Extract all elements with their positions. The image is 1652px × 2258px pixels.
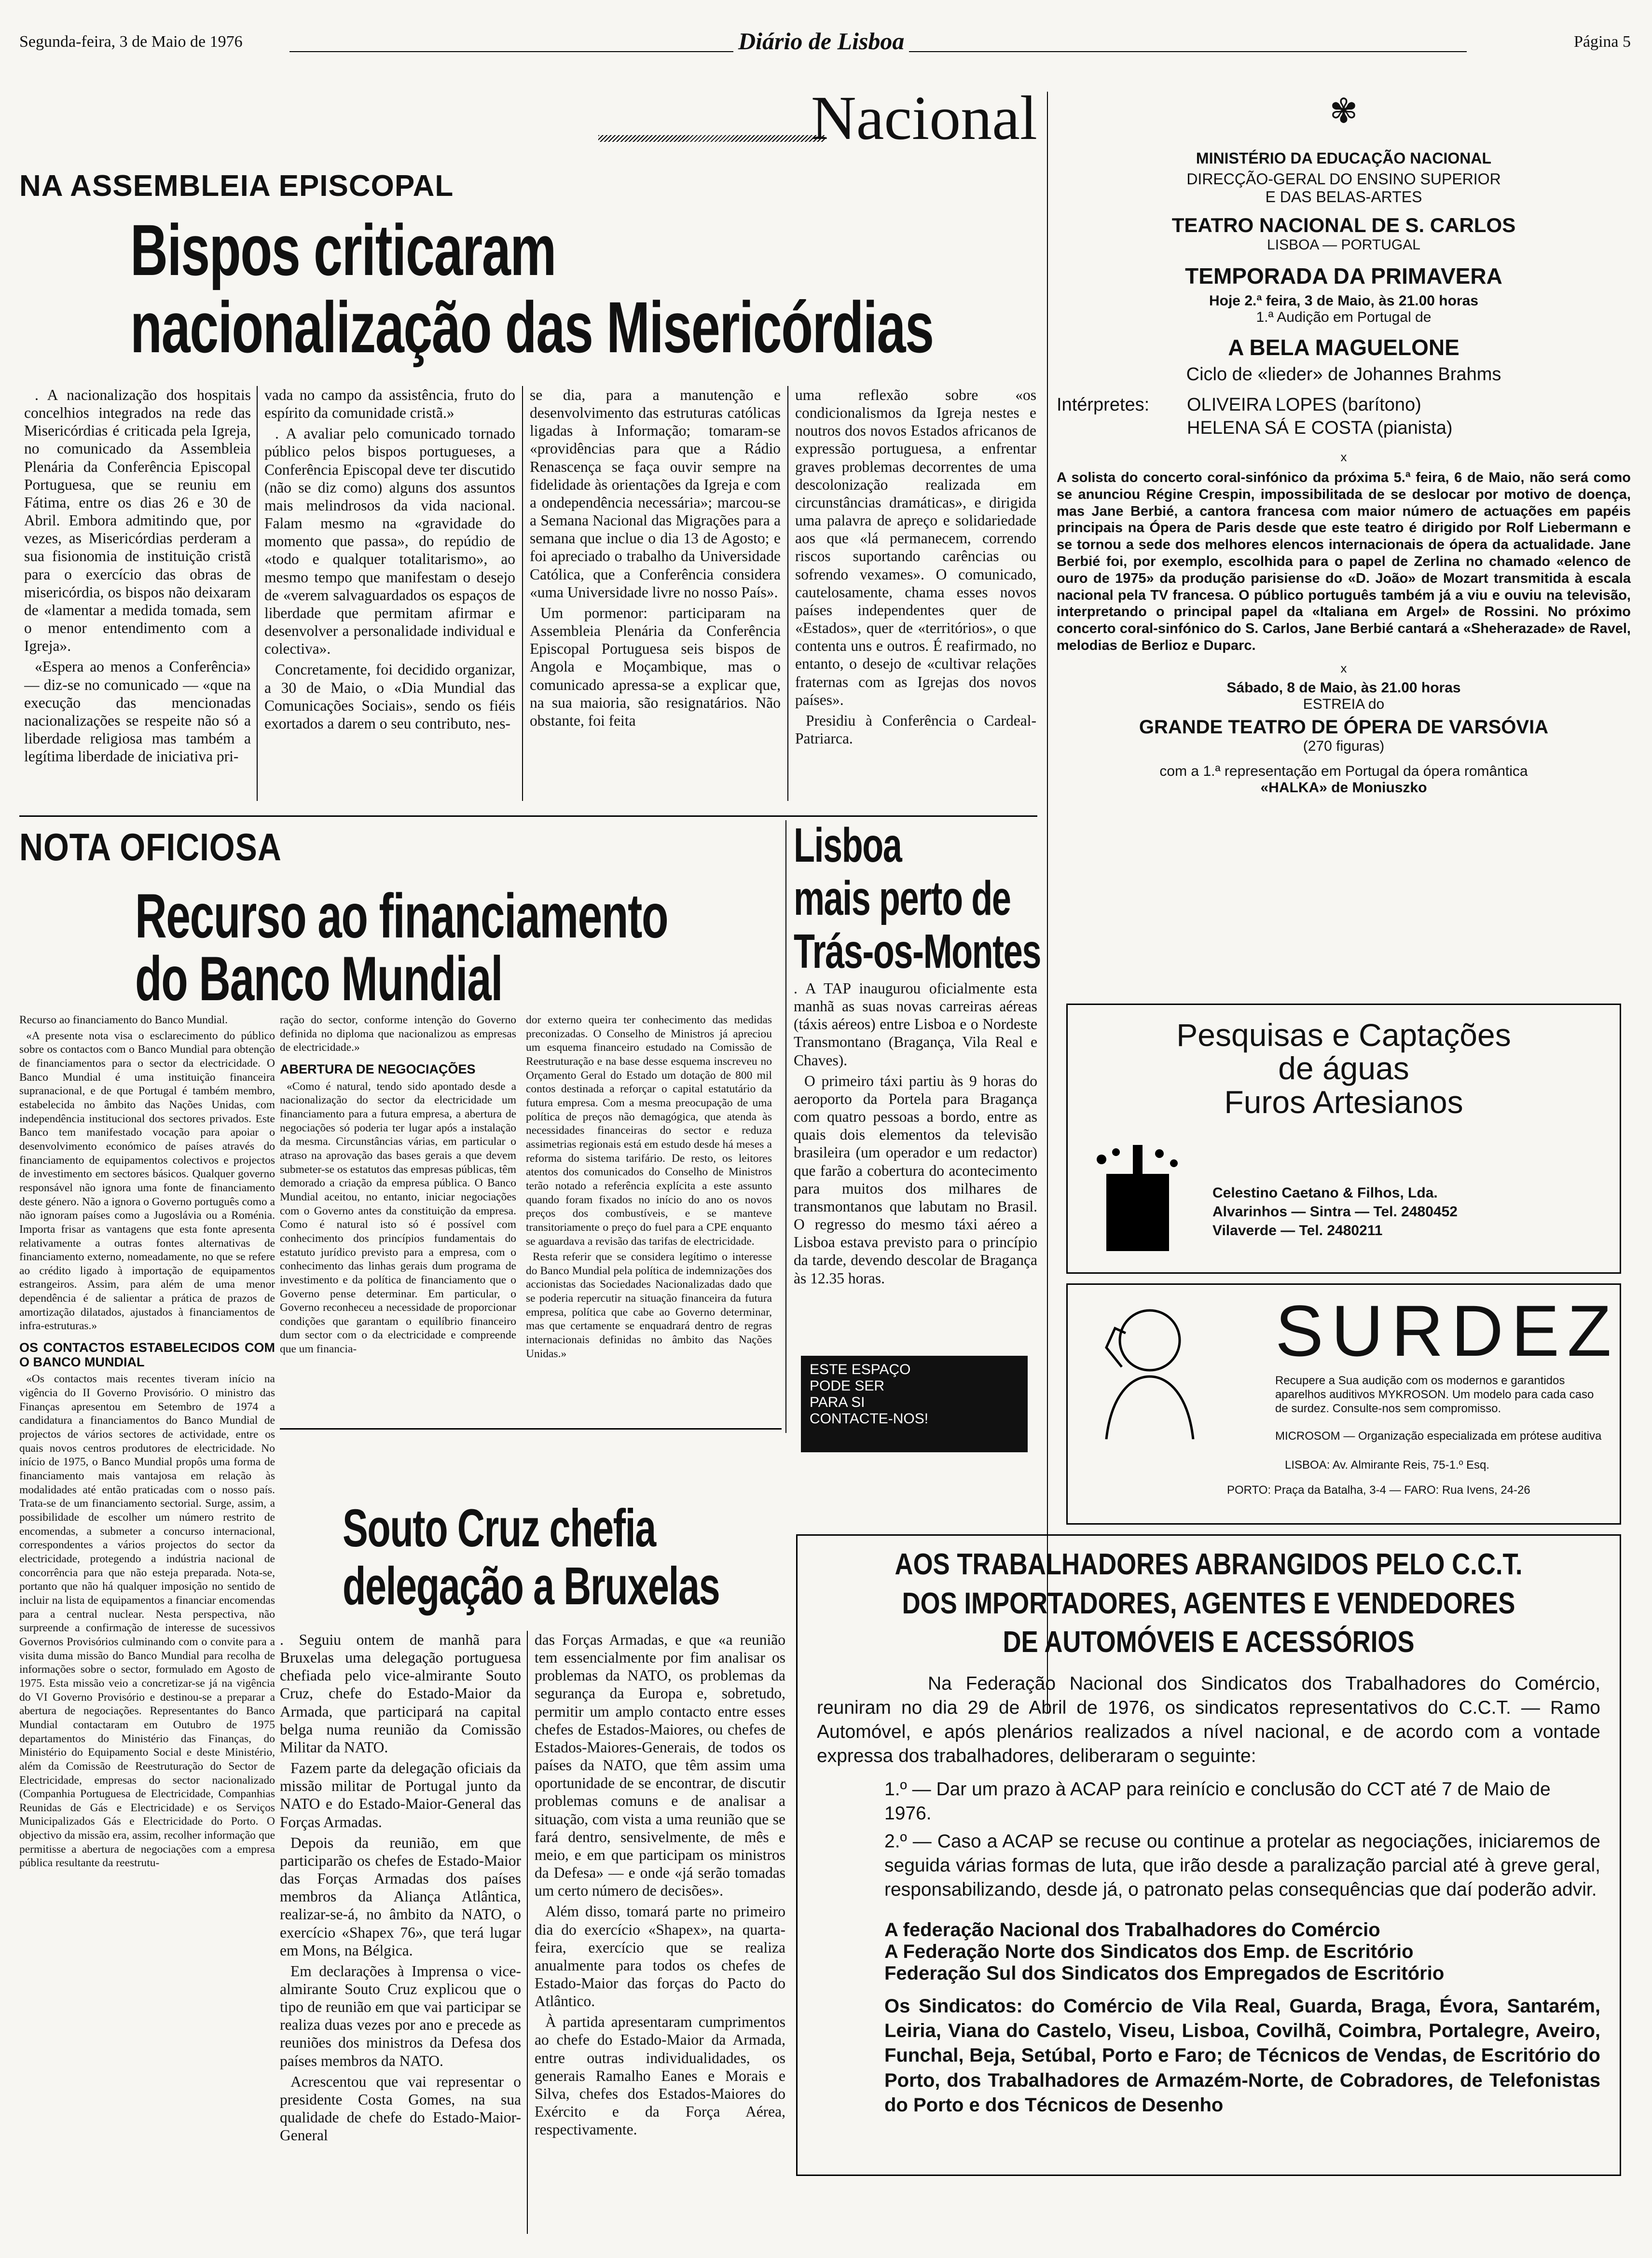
- contact-line: Vilaverde — Tel. 2480211: [1212, 1223, 1383, 1239]
- ad-text: MICROSOM — Organização especializada em prótese auditiva: [1275, 1430, 1602, 1443]
- subheading: ABERTURA DE NEGOCIAÇÕES: [280, 1061, 476, 1076]
- filler-line: PODE SER: [810, 1378, 885, 1394]
- page-header: [19, 27, 1631, 56]
- story1-col3: [530, 386, 781, 806]
- page-number: Página 5: [1573, 33, 1631, 51]
- well-drill-icon: [1087, 1145, 1188, 1256]
- story3-headline-3: Trás-os-Montes: [794, 924, 1041, 978]
- paragraph: Depois da reunião, em que participarão os chefes de Estado-Maior das Forças Armadas dos países membros da Aliança Atlântica, realizar-se-á, no âmbito da NATO, o exercício «Shapex 76», que terá lugar em Mons, na Bélgica.: [280, 1834, 521, 1959]
- paragraph: . A nacionalização dos hospitais concelhios integrados na rede das Misericórdias é criticada pela Igreja, no comunicado da Assembleia Plenária da Conferência Episcopal Portuguesa, que se reuniu em Fátima, entre os dias 26 e 30 de Abril. Embora admitindo que, por vezes, as Misericórdias perderam a sua fisionomia de instituição cristã para o exercício das obras de misericórdia, os bispos não deixaram de «lamentar a medida tomada, sem o menor entendimento com a Igreja».: [24, 386, 251, 655]
- filler-ad: [801, 1356, 1028, 1452]
- story4-headline-1: Souto Cruz chefia: [343, 1499, 656, 1558]
- ad-sindicatos-cct: [796, 1534, 1621, 2176]
- ad-address: LISBOA: Av. Almirante Reis, 75-1.º Esq.: [1285, 1459, 1490, 1472]
- ad-surdez: [1066, 1283, 1621, 1525]
- paragraph: . A TAP inaugurou oficialmente esta manhã as suas novas carreiras aéreas (táxis aéreos) entre Lisboa e o Nordeste Transmontano (Bragança, Vila Real e Chaves).: [794, 980, 1037, 1069]
- separator: x: [1340, 661, 1347, 675]
- column-rule: [787, 386, 788, 801]
- ad-line: Hoje 2.ª feira, 3 de Maio, às 21.00 horas: [1209, 293, 1479, 309]
- masthead: Diário de Lisboa: [733, 27, 909, 55]
- column-rule: [257, 386, 258, 801]
- filler-line: CONTACTE-NOS!: [810, 1411, 929, 1427]
- ad-title: DE AUTOMÓVEIS E ACESSÓRIOS: [1003, 1625, 1415, 1659]
- ad-line: com a 1.ª representação em Portugal da ópera romântica: [1159, 763, 1528, 779]
- paragraph: . Seguiu ontem de manhã para Bruxelas uma delegação portuguesa chefiada pelo vice-almirante Souto Cruz, chefe do Estado-Maior da Armada, que participará na capital belga numa reunião da Comissão Militar da NATO.: [280, 1631, 521, 1756]
- filler-line: ESTE ESPAÇO: [810, 1362, 911, 1377]
- ad-signatory: Os Sindicatos: do Comércio de Vila Real, Guarda, Braga, Évora, Santarém, Leiria, Viana do Castelo, Viseu, Lisboa, Covilhã, Coimbra, Portalegre, Aveiro, Funchal, Beja, Setúbal, Porto e Faro; de Técnicos de Vendas, de Escritório do Porto, dos Trabalhadores de Armazém-Norte, de Cobradores, de Telefonistas do Porto e dos Técnicos de Desenho: [884, 1995, 1600, 2116]
- paragraph: dor externo queira ter conhecimento das medidas preconizadas. O Conselho de Ministros já apreciou um esquema financeiro estudado na Comissão de Reestruturação e na base desse esquema inscreveu no Orçamento Geral do Estado um dotação de 800 mil contos destinada a reforçar o capital estatutário da futura empresa. Com a mesma preocupação de uma política de preços não demagógica, que atenda às necessidades financeiras do sector e reduza assimetrias regionais está em estudo desde há meses a reforma do sistema tarifário. De resto, os leitores atentos dos comunicados do Conselho de Ministros terão notado a referência explícita a este assunto quando foram fixados no início do ano os novos preços dos combustíveis, e se manteve transitoriamente o preço do fuel para a CPE enquanto se aguardava a revisão das tarifas de electricidade.: [526, 1014, 772, 1248]
- ad-line: Sábado, 8 de Maio, às 21.00 horas: [1226, 679, 1461, 696]
- performer: OLIVEIRA LOPES (barítono): [1187, 395, 1421, 415]
- ad-contact: [1212, 1184, 1458, 1240]
- performer: HELENA SÁ E COSTA (pianista): [1187, 418, 1453, 438]
- paragraph: uma reflexão sobre «os condicionalismos da Igreja nestes e noutros dos novos Estados africanos de expressão portuguesa, a enfrentar graves problemas decorrentes de uma descolonização realizada em circunstâncias dramáticas», e dirigida uma palavra de apreço e solidariedade aos que «lá permanecem, correndo riscos suportando carências ou sofrendo vexames». O comunicado, cautelosamente, chama esses novos países independentes quer de «Estados», quer de «territórios», o que contenta uns e outros. É reafirmado, no entanto, o desejo de «cultivar relações fraternas com as Igrejas dos novos países».: [795, 386, 1036, 708]
- page-column-rule: [1047, 92, 1048, 1713]
- ad-paragraph: A solista do concerto coral-sinfónico da próxima 5.ª feira, 6 de Maio, não será como se anunciou Régine Crespin, impossibilitada de se deslocar por motivo de doença, mas Jane Berbié, a cantora francesa com maior número de actuações em papéis principais na Ópera de Paris desde que este teatro é dirigido por Rolf Liebermann e se tornou a sede dos melhores elencos internacionais de ópera da actualidade. Jane Berbié foi, por exemplo, escolhida para o papel de Zerlina no chamado «elenco de ouro de 1975» da produção parisiense do «D. João» de Mozart transmitida à escala nacional pela TV francesa. O público português também já a viu e ouviu na televisão, interpretando o principal papel da «Italiana em Argel» de Rossini. No próximo concerto coral-sinfónico do S. Carlos, Jane Berbié cantará a «Sheherazade» de Ravel, melodias de Berlioz e Duparc.: [1057, 470, 1631, 653]
- story1-col2: [264, 386, 515, 806]
- ad-title: AOS TRABALHADORES ABRANGIDOS PELO C.C.T.: [895, 1548, 1523, 1581]
- ad-line: «HALKA» de Moniuszko: [1260, 779, 1427, 796]
- ad-address: PORTO: Praça da Batalha, 3-4 — FARO: Rua Ivens, 24-26: [1227, 1484, 1530, 1497]
- paragraph: Um pormenor: participaram na Assembleia Plenária da Conferência Episcopal Portuguesa seis bispos de Angola e Moçambique, mas o comunicado apressa-se a explicar que, na sua maioria, são resignatários. Não obstante, foi feita: [530, 604, 781, 729]
- ad-line: A BELA MAGUELONE: [1228, 335, 1459, 360]
- story1-kicker: NA ASSEMBLEIA EPISCOPAL: [19, 169, 454, 203]
- filler-line: PARA SI: [810, 1394, 865, 1410]
- ad-line: DIRECÇÃO-GERAL DO ENSINO SUPERIOR: [1186, 170, 1501, 188]
- ad-title: DOS IMPORTADORES, AGENTES E VENDEDORES: [902, 1586, 1515, 1620]
- story3-body: [794, 979, 1037, 1346]
- story4-col1: [280, 1631, 521, 2239]
- ad-line: Ciclo de «lieder» de Johannes Brahms: [1186, 364, 1501, 385]
- ad-title: Pesquisas e Captações: [1176, 1017, 1511, 1053]
- story-divider: [19, 815, 1037, 817]
- ad-teatro-sao-carlos: [1057, 92, 1631, 999]
- paragraph: «Os contactos mais recentes tiveram início na vigência do II Governo Provisório. O ministro das Finanças apresentou em Setembro de 1974 a candidatura a financiamentos do Banco Mundial de projectos de vários sectores de actividade, entre os quais novos centros produtores de electricidade. No início de 1975, o Banco Mundial propôs uma forma de financiamento mais vantajosa em relação às modalidades até então praticadas com o nosso país. Trata-se de um financiamento sectorial. Surge, assim, a possibilidade de escolher um número restrito de encomendas, a submeter a concurso internacional, correspondentes a vários projectos do sector da electricidade, protegendo a indústria nacional de concorrência para que não esteja preparada. Nota-se, portanto que não há qualquer imposição no sentido de incluir na lista de equipamentos a financiar encomendas para a central nuclear. Nesta perspectiva, não surpreende a confirmação de interesse de sucessivos Governos Provisórios culminando com o convite para a visita duma missão do Banco Mundial para recolha de informações sobre o sector, formulado em Agosto de 1975. Esta missão veio a concretizar-se já na vigência do VI Governo Provisório e destinou-se a preparar a abertura de negociações. Representantes do Banco Mundial contactaram em Outubro de 1975 departamentos do Ministério das Finanças, do Ministério do Equipamento Social e deste Ministério, além da Comissão de Reestruturação do Sector de Electricidade, empresas do sector nacionalizado (Companhia Portuguesa de Electricidade, Companhias Reunidas de Gás e Electricidade) e os Serviços Municipalizados Gás e Electricidade do Porto. O objectivo da missão era, assim, recolher informação que permitisse a abertura de negociações com a empresa pública resultante da reestrutu-: [19, 1373, 275, 1870]
- paragraph: O primeiro táxi partiu às 9 horas do aeroporto da Portela para Bragança com quatro pessoas a bordo, entre as quais dois elementos da televisão brasileira (um operador e um redactor) que farão a cobertura do acontecimento para muitos dos milhares de transmontanos que labutam no Brasil. O regresso do mesmo táxi aéreo a Lisboa estava previsto para o princípio da tarde, devendo descolar de Bragança às 12.35 horas.: [794, 1072, 1037, 1287]
- ad-line: MINISTÉRIO DA EDUCAÇÃO NACIONAL: [1196, 150, 1492, 167]
- story1-col1: [24, 386, 251, 806]
- section-stripe: [598, 135, 825, 142]
- story-divider: [280, 1428, 782, 1430]
- ad-line: 1.ª Audição em Portugal de: [1256, 309, 1432, 325]
- story2-col2: [280, 1013, 516, 1418]
- ad-title: de águas: [1278, 1050, 1409, 1087]
- story3-headline-2: mais perto de: [794, 871, 1011, 925]
- ad-furos-artesianos: [1066, 1004, 1621, 1274]
- ad-intro: Na Federação Nacional dos Sindicatos dos Trabalhadores do Comércio, reuniram no dia 29 de Abril de 1976, os sindicatos representativos do C.C.T. — Ramo Automóvel, e após plenários realizados a nível nacional, e de acordo com a vontade expressa dos trabalhadores, deliberaram o seguinte:: [817, 1673, 1600, 1766]
- issue-date: Segunda-feira, 3 de Maio de 1976: [19, 33, 243, 51]
- ad-line: LISBOA — PORTUGAL: [1267, 237, 1420, 253]
- story2-headline-1: Recurso ao financiamento: [135, 881, 668, 951]
- story2-col3: [526, 1013, 772, 1418]
- story1-headline-2: nacionalização das Misericórdias: [130, 287, 934, 368]
- subheading: OS CONTACTOS ESTABELECIDOS COM O BANCO MUNDIAL: [19, 1340, 275, 1369]
- ad-signatory: A federação Nacional dos Trabalhadores do Comércio: [884, 1919, 1380, 1941]
- story4-headline-2: delegação a Bruxelas: [343, 1556, 720, 1616]
- company-name: Celestino Caetano & Filhos, Lda.: [1212, 1185, 1438, 1201]
- ad-title: Furos Artesianos: [1224, 1084, 1463, 1120]
- paragraph: Resta referir que se considera legítimo o interesse do Banco Mundial pela política de indemnizações dos accionistas das Sociedades Nacionalizadas dado que se poderia repercutir na situação financeira da futura empresa, política que cabe ao Governo determinar, mas que certamente se enquadrará dentro de regras internacionais definidas no âmbito das Nações Unidas.»: [526, 1251, 772, 1360]
- story1-col4: [795, 386, 1036, 806]
- paragraph: «Espera ao menos a Conferência» — diz-se no comunicado — «que na execução das mencionadas nacionalizações se respeite não só a liberdade religiosa mas também a legítima liberdade de iniciativa pri-: [24, 658, 251, 765]
- paragraph: À partida apresentaram cumprimentos ao chefe do Estado-Maior da Armada, entre outras individualidades, os generais Ramalho Eanes e Morais e Silva, chefes dos Estados-Maiores do Exército e da Força Aérea, respectivamente.: [535, 2013, 785, 2138]
- paragraph: . A avaliar pelo comunicado tornado público pelos bispos portugueses, a Conferência Episcopal deve ter discutido (não se diz como) alguns dos assuntos mais melindrosos da vida nacional. Falam mesmo na «gravidade do momento que passa», do repúdio de «todo e qualquer totalitarismo», ao mesmo tempo que manifestam o desejo de «verem salvaguardados os espaços de liberdade que permitam afirmar e desenvolver a personalidade individual e colectiva».: [264, 425, 515, 658]
- column-rule: [522, 386, 523, 801]
- section-title: Nacional: [811, 83, 1037, 153]
- paragraph: Em declarações à Imprensa o vice-almirante Souto Cruz explicou que o tipo de reunião em que vai participar se realiza duas vezes por ano e precede as reuniões dos ministros da Defesa dos países membros da NATO.: [280, 1962, 521, 2069]
- ad-line: TEATRO NACIONAL DE S. CARLOS: [1171, 214, 1516, 236]
- paragraph: vada no campo da assistência, fruto do espírito da comunidade cristã.»: [264, 386, 515, 422]
- ad-item: 2.º — Caso a ACAP se recuse ou continue a protelar as negociações, iniciaremos de seguida várias formas de luta, que irão desde a paralização parcial até à greve geral, responsabilizando, desde já, o patronato pelas consequências que daí poderão advir.: [884, 1831, 1600, 1900]
- section-band: [19, 83, 1037, 153]
- paragraph: «Como é natural, tendo sido apontado desde a nacionalização do sector da electricidade um financiamento para a futura empresa, a abertura de negociações só poderia ter lugar após a instalação da mesma. Circunstâncias várias, em particular o atraso na aprovação das bases gerais a que devem submeter-se os estatutos das empresas públicas, têm demorado a criação da empresa pública. O Banco Mundial aceitou, no entanto, iniciar negociações com o Governo antes da constituição da empresa. Como é natural isto só é possível com conhecimento dos princípios fundamentais do estatuto jurídico previsto para a empresa, com o conhecimento das linhas gerais dum programa de investimento e da política de financiamento que o Governo pense determinar. Em particular, o Governo reconheceu a necessidade de proporcionar condições que garantam o equilíbrio financeiro dum sector com o da electricidade e compreende que um financia-: [280, 1080, 516, 1356]
- story2-col1: [19, 1013, 275, 2239]
- paragraph: Além disso, tomará parte no primeiro dia do exercício «Shapex», na quarta-feira, exercício que se realiza anualmente para todos os chefes de Estado-Maior das forças do Pacto do Atlântico.: [535, 1903, 785, 2010]
- contact-line: Alvarinhos — Sintra — Tel. 2480452: [1212, 1204, 1458, 1220]
- ad-text: Recupere a Sua audição com os modernos e garantidos aparelhos auditivos MYKROSON. Um modelo para cada caso de surdez. Consulte-nos sem compromisso.: [1275, 1374, 1594, 1415]
- story4-col2: [535, 1631, 785, 2239]
- performers: [1057, 395, 1631, 443]
- listening-man-icon: [1077, 1294, 1222, 1439]
- ad-signatory: A Federação Norte dos Sindicatos dos Emp. de Escritório: [884, 1941, 1414, 1962]
- paragraph: Fazem parte da delegação oficiais da missão militar de Portugal junto da NATO e do Estado-Maior-General das Forças Armadas.: [280, 1760, 521, 1831]
- paragraph: se dia, para a manutenção e desenvolvimento das estruturas católicas ligadas à Informação; tomaram-se «providências para que a Rádio Renascença se faça ouvir sempre na fidelidade às orientações da Igreja e com a ondependência necessária»; marcou-se a Semana Nacional das Migrações para a semana que inclue o dia 13 de Agosto; e foi apreciado o trabalho da Universidade Católica, que a Conferência considera «uma Universidade livre no nosso País».: [530, 386, 781, 601]
- ad-signatory: Federação Sul dos Sindicatos dos Empregados de Escritório: [884, 1962, 1445, 1984]
- column-rule: [785, 820, 786, 1433]
- ad-line: ESTREIA do: [1303, 696, 1385, 712]
- separator: x: [1340, 450, 1347, 464]
- performers-label: Intérpretes:: [1057, 395, 1150, 415]
- story3-headline-1: Lisboa: [794, 818, 902, 872]
- emblem-icon: ✾: [1329, 92, 1358, 130]
- ad-line: GRANDE TEATRO DE ÓPERA DE VARSÓVIA: [1139, 716, 1549, 738]
- story1-headline-1: Bispos criticaram: [130, 209, 556, 290]
- ad-title: SURDEZ: [1275, 1290, 1619, 1371]
- ad-line: TEMPORADA DA PRIMAVERA: [1185, 263, 1502, 289]
- ad-line: E DAS BELAS-ARTES: [1265, 188, 1422, 206]
- paragraph: Presidiu à Conferência o Cardeal-Patriarca.: [795, 712, 1036, 747]
- story2-kicker: NOTA OFICIOSA: [19, 826, 282, 868]
- paragraph: ração do sector, conforme intenção do Governo definida no diploma que nacionalizou as empresas de electricidade.»: [280, 1014, 516, 1054]
- ad-line: (270 figuras): [1303, 738, 1385, 754]
- paragraph: Recurso ao financiamento do Banco Mundial.: [19, 1014, 228, 1026]
- ad-item: 1.º — Dar um prazo à ACAP para reinício e conclusão do CCT até 7 de Maio de 1976.: [884, 1779, 1551, 1824]
- paragraph: Concretamente, foi decidido organizar, a 30 de Maio, o «Dia Mundial das Comunicações Sociais», sendo os fiéis exortados a darem o seu contributo, nes-: [264, 661, 515, 732]
- paragraph: Acrescentou que vai representar o presidente Costa Gomes, na sua qualidade de chefe do Estado-Maior-General: [280, 2073, 521, 2144]
- paragraph: das Forças Armadas, e que «a reunião tem essencialmente por fim analisar os problemas da NATO, os problemas da segurança da Europa e, sobretudo, permitir um amplo contacto entre esses chefes de Estados-Maiores, ou chefes de Estados-Maiores-Generais, de todos os países da NATO, que têm assim uma oportunidade de se encontrar, de discutir problemas comuns e de analisar a situação, com vista a uma reunião que se fará dentro, sensivelmente, de mês e meio, e em que participam os ministros da Defesa» — e onde «já serão tomadas um certo número de decisões».: [535, 1631, 785, 1900]
- paragraph: «A presente nota visa o esclarecimento do público sobre os contactos com o Banco Mundial para obtenção de financiamentos para o sector da electricidade. O Banco Mundial é uma instituição financeira supranacional, e de que Portugal é também membro, estabelecida no âmbito das Nações Unidas, com independência institucional dos sectores privados. Este Banco tem manifestado vocação para apoiar o desenvolvimento económico de países através do financiamento de equipamentos colectivos e projectos de investimento em sectores básicos. Qualquer governo responsável não ignora uma fonte de financiamento deste género. Não a ignora o Governo português como a não ignoram países como a Jugoslávia ou a Roménia. Importa frisar as vantagens que esta fonte apresenta relativamente a outras fontes alternativas de financiamento externo, nomeadamente, no que se refere ao crédito ligado à importação de equipamentos estrangeiros. Assim, para além de uma menor dependência é de salientar a prática de prazos de amortização dilatados, ajustados à financiamentos de infra-estruturas.»: [19, 1029, 275, 1333]
- column-rule: [527, 1631, 528, 2234]
- story2-headline-2: do Banco Mundial: [135, 943, 503, 1014]
